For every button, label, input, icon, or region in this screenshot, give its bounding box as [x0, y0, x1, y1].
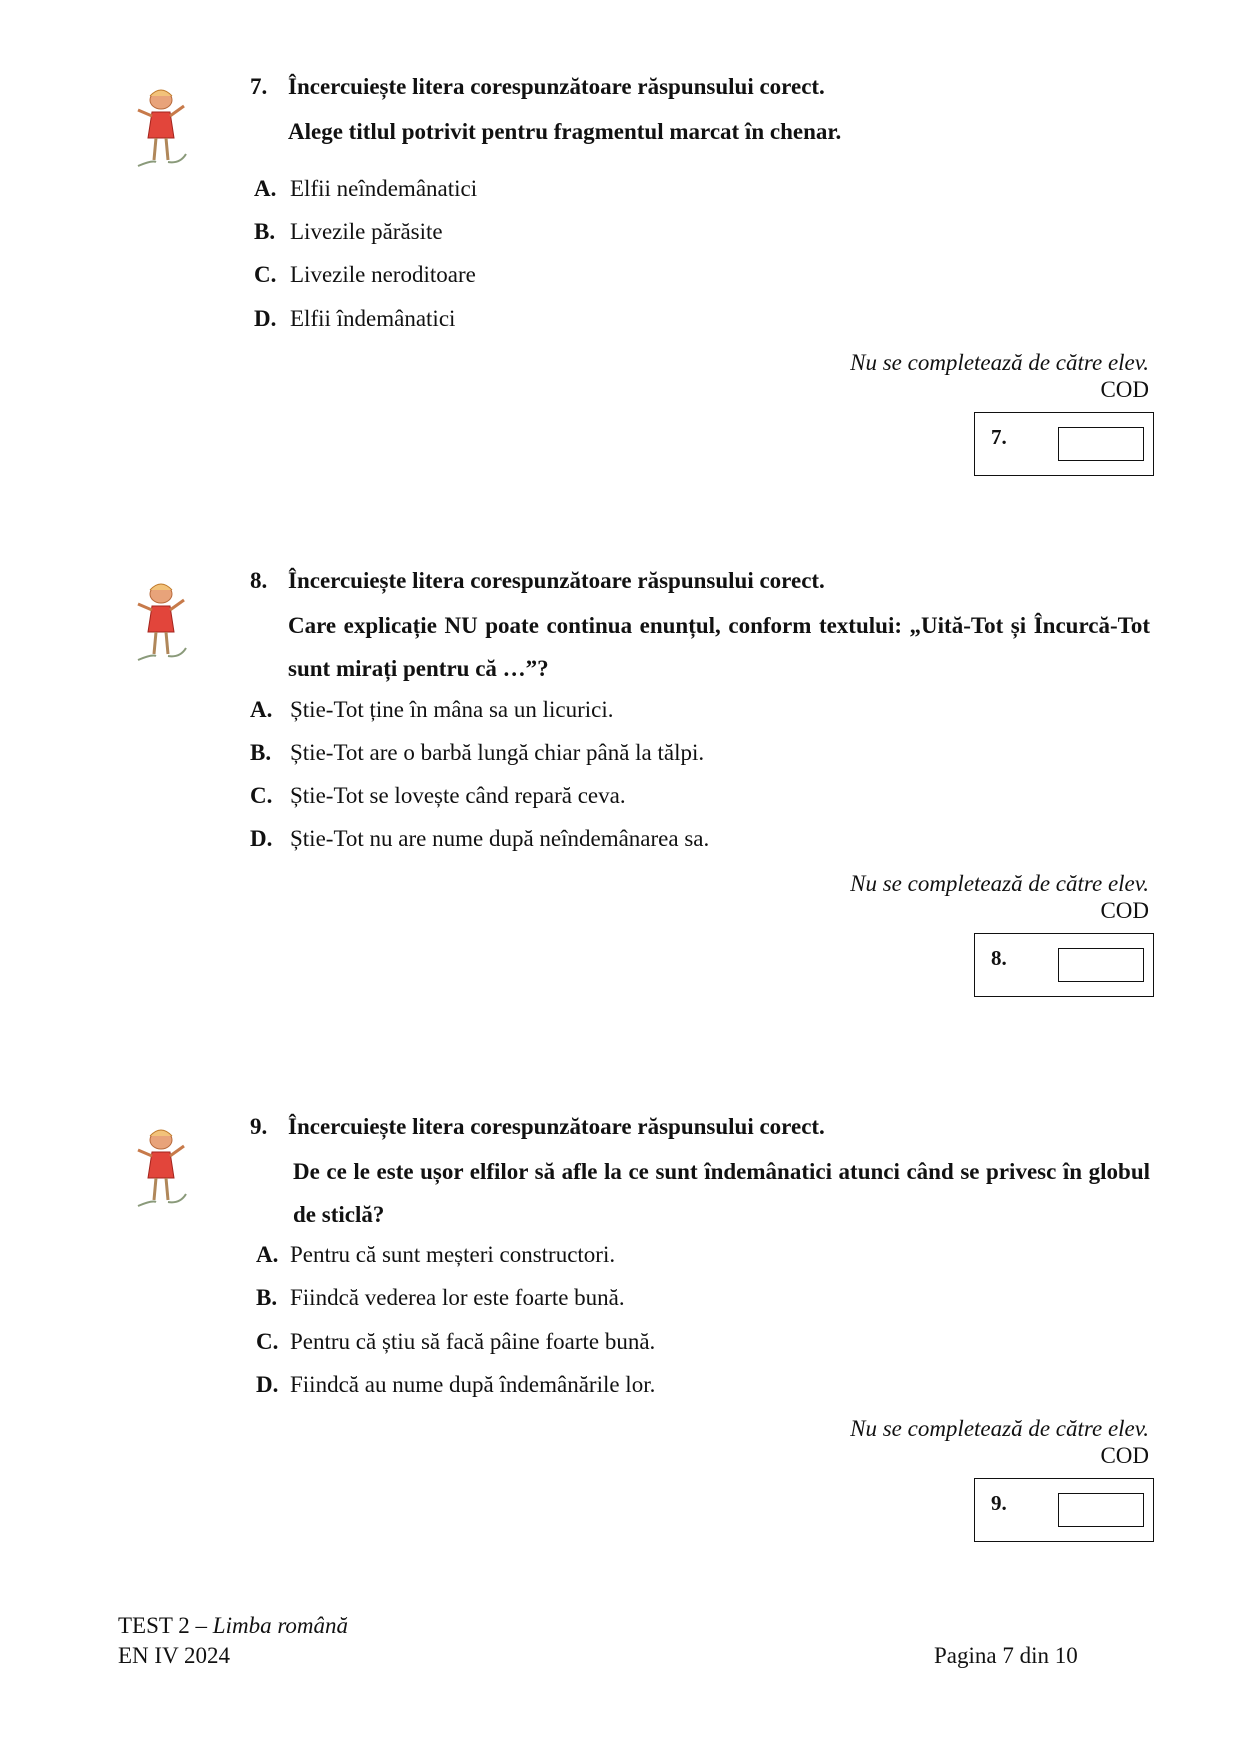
cod-label: COD [1100, 898, 1149, 923]
elf-illustration [130, 86, 192, 178]
grader-note: Nu se completează de către elev. [850, 871, 1149, 896]
cod-box [974, 412, 1154, 476]
page-number: Pagina 7 din 10 [934, 1643, 1078, 1668]
question-prompt: Alege titlul potrivit pentru fragmentul marcat în chenar. [288, 119, 842, 144]
grader-note: Nu se completează de către elev. [850, 350, 1149, 375]
footer-exam: EN IV 2024 [118, 1643, 231, 1668]
cod-box-number: 8. [991, 946, 1007, 970]
question-instruction: Încercuiește litera corespunzătoare răspunsului corect. [288, 74, 825, 99]
option-a[interactable]: A. Pentru că sunt meșteri constructori. [256, 1242, 616, 1267]
footer-test-title: TEST 2 – Limba română [118, 1613, 349, 1638]
question-number: 9. [250, 1114, 268, 1139]
question-instruction: Încercuiește litera corespunzătoare răspunsului corect. [288, 1114, 825, 1139]
option-d[interactable]: D. Știe-Tot nu are nume după neîndemânarea sa. [250, 826, 710, 851]
question-prompt: Care explicație NU poate continua enunțul, conform textului: „Uită-Tot și Încurcă-Tot sunt mirați pentru că …”? [288, 613, 1150, 681]
option-d[interactable]: D. Elfii îndemânatici [254, 306, 456, 331]
cod-box [974, 1478, 1154, 1542]
elf-illustration [130, 1126, 192, 1218]
grader-note: Nu se completează de către elev. [850, 1416, 1149, 1441]
option-a[interactable]: A. Știe-Tot ține în mâna sa un licurici. [250, 697, 614, 722]
option-d[interactable]: D. Fiindcă au nume după îndemânările lor. [256, 1372, 656, 1397]
cod-box-number: 7. [991, 425, 1007, 449]
footer-subject: Limba română [212, 1613, 349, 1638]
option-b[interactable]: B. Fiindcă vederea lor este foarte bună. [256, 1285, 625, 1310]
option-b[interactable]: B. Livezile părăsite [254, 219, 443, 244]
cod-input-field[interactable] [1058, 948, 1144, 982]
elf-illustration [130, 580, 192, 672]
option-b[interactable]: B. Știe-Tot are o barbă lungă chiar până la tălpi. [250, 740, 705, 765]
cod-box [974, 933, 1154, 997]
question-prompt: De ce le este ușor elfilor să afle la ce sunt îndemânatici atunci când se privesc în globul de sticlă? [293, 1159, 1150, 1227]
question-number: 8. [250, 568, 268, 593]
cod-box-number: 9. [991, 1491, 1007, 1515]
option-c[interactable]: C. Știe-Tot se lovește când repară ceva. [250, 783, 626, 808]
option-c[interactable]: C. Pentru că știu să facă pâine foarte bună. [256, 1329, 656, 1354]
question-number: 7. [250, 74, 268, 99]
question-instruction: Încercuiește litera corespunzătoare răspunsului corect. [288, 568, 825, 593]
cod-label: COD [1100, 1443, 1149, 1468]
cod-input-field[interactable] [1058, 427, 1144, 461]
option-c[interactable]: C. Livezile neroditoare [254, 262, 476, 287]
cod-label: COD [1100, 377, 1149, 402]
option-a[interactable]: A. Elfii neîndemânatici [254, 176, 478, 201]
cod-input-field[interactable] [1058, 1493, 1144, 1527]
